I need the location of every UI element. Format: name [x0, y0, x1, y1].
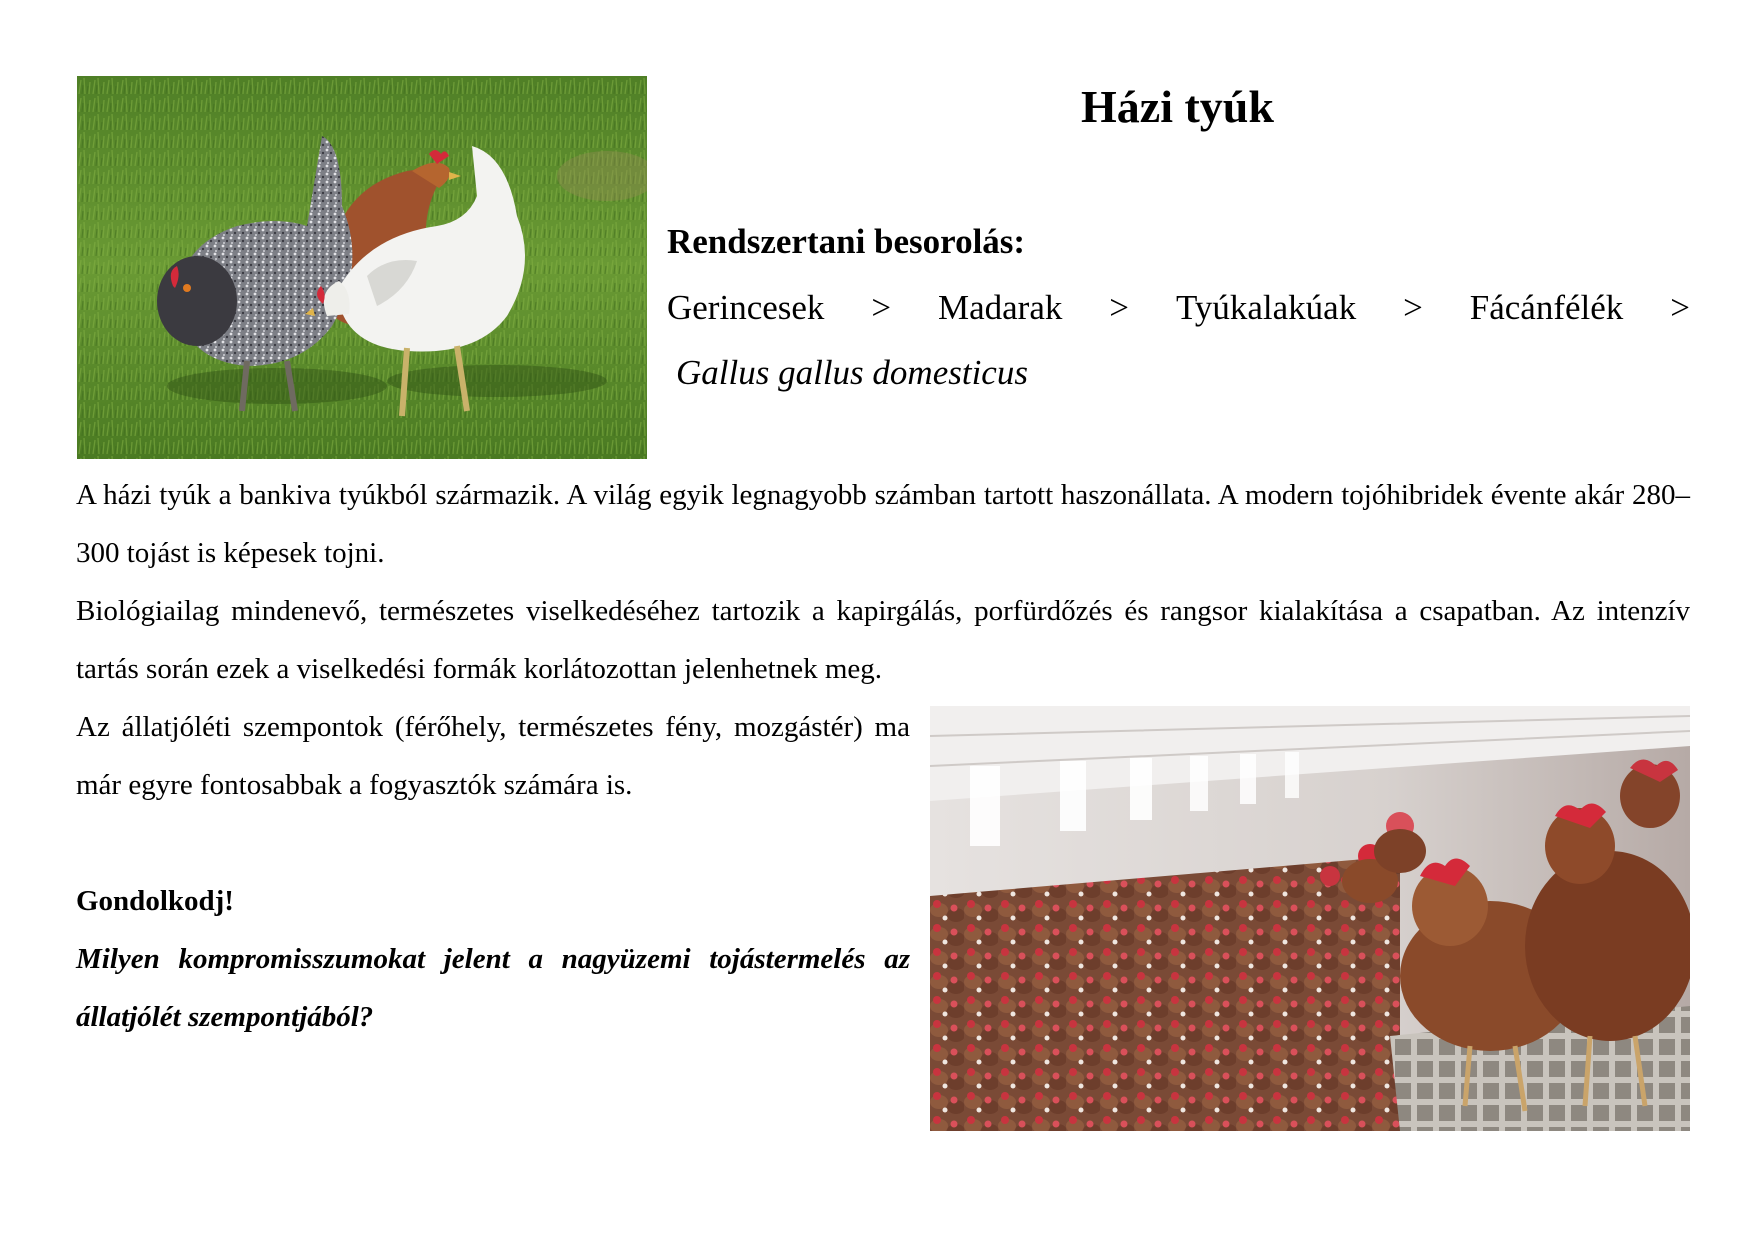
taxon-galliformes: Tyúkalakúak [1175, 288, 1357, 327]
paragraph-welfare: Az állatjóléti szempontok (férőhely, természetes fény, mozgástér) ma már egyre fontosabbak a fogyasztók számára is. [76, 711, 910, 801]
think-question: Milyen kompromisszumokat jelent a nagyüzemi tojástermelés az állatjólét szempontjából? [76, 943, 910, 1033]
industrial-hen-house-photo [930, 706, 1690, 1131]
chain-separator: > [871, 288, 892, 327]
hens-on-grass-photo [77, 76, 647, 459]
classification-heading: Rendszertani besorolás: [667, 222, 1026, 261]
classification-chain [667, 283, 1690, 333]
chain-separator: > [1403, 288, 1423, 327]
taxon-birds: Madarak [937, 288, 1063, 327]
paragraph-origin: A házi tyúk a bankiva tyúkból származik. A világ egyik legnagyobb számban tartott haszonállata. A modern tojóhibridek évente akár 280–300 tojást is képesek tojni. [76, 479, 1690, 569]
chain-separator: > [1109, 288, 1130, 327]
page-title: Házi tyúk [1081, 81, 1274, 132]
paragraph-behaviour: Biológiailag mindenevő, természetes viselkedéséhez tartozik a kapirgálás, porfürdőzés és rangsor kialakítása a csapatban. Az intenzív tartás során ezek a viselkedési formák korlátozottan jelenhetnek meg. [76, 595, 1690, 685]
taxon-vertebrates: Gerincesek [667, 288, 825, 327]
species-name: Gallus gallus domesticus [676, 353, 1028, 392]
think-heading: Gondolkodj! [76, 885, 234, 917]
taxon-phasianidae: Fácánfélék [1469, 288, 1624, 327]
chain-separator: > [1670, 288, 1690, 327]
